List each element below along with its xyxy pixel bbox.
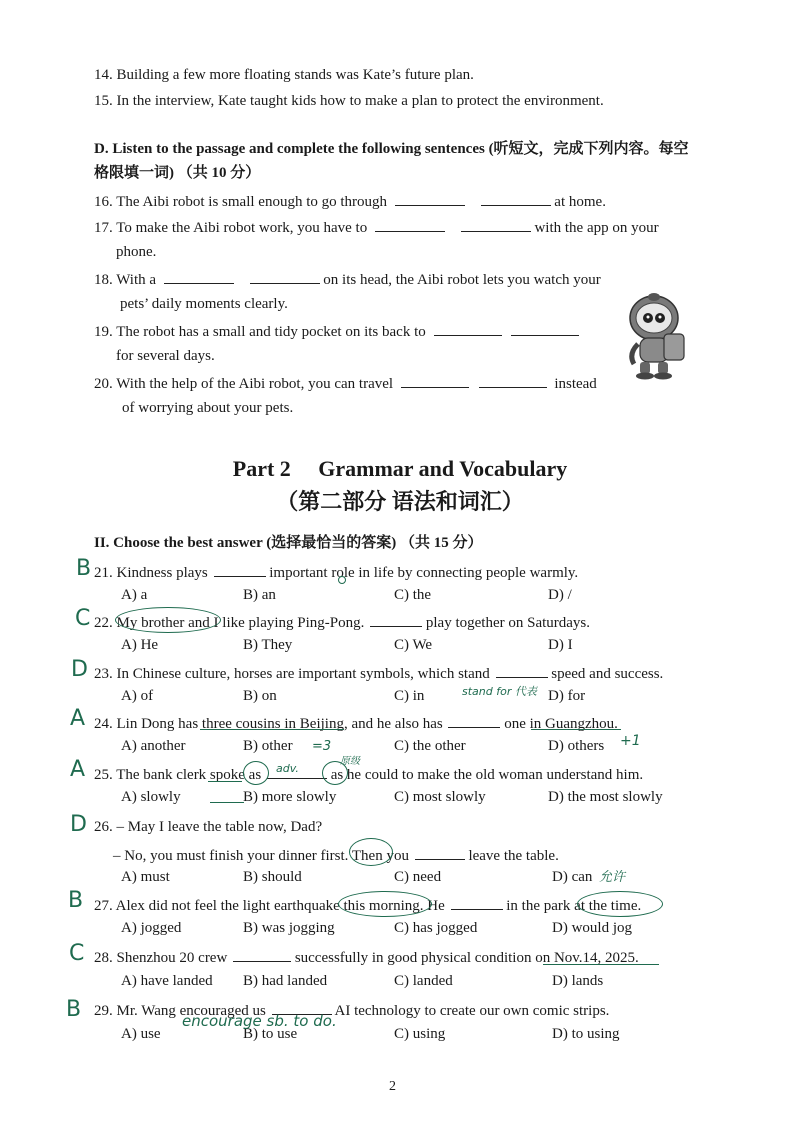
page-number: 2: [389, 1079, 396, 1094]
q28-option-d[interactable]: D) lands: [552, 973, 604, 989]
ink-underline-slowly: [210, 802, 244, 803]
note-q25-adv: adv.: [276, 762, 299, 775]
q27-blank[interactable]: [451, 895, 503, 910]
question-20: [94, 373, 597, 393]
q28-stem-end: successfully in good physical condition on Nov.14, 2025.: [294, 950, 639, 966]
note-q25-base-form: 原级: [340, 756, 360, 767]
q17-blank-2[interactable]: [461, 217, 531, 232]
q25-option-c[interactable]: C) most slowly: [394, 789, 486, 805]
question-26-reply: [113, 845, 559, 865]
q25-option-a[interactable]: A) slowly: [121, 789, 181, 805]
q24-blank[interactable]: [448, 713, 500, 728]
question-16: [94, 191, 606, 211]
q17-text-end: with the app on your: [534, 220, 659, 236]
q27-option-a[interactable]: A) jogged: [121, 920, 182, 936]
q24-stem-end: one in Guangzhou.: [504, 716, 618, 732]
q18-blank-1[interactable]: [164, 269, 234, 284]
ink-circle-at-the-time: [577, 891, 663, 917]
q29-option-b[interactable]: B) to use: [243, 1026, 298, 1042]
q25-stem: 25. The bank clerk spoke as: [94, 767, 262, 783]
q24-option-c[interactable]: C) the other: [394, 738, 466, 754]
question-25: [94, 764, 643, 784]
q18-continuation: pets’ daily moments clearly.: [120, 296, 288, 312]
q29-stem: 29. Mr. Wang encouraged us: [94, 1003, 266, 1019]
q28-stem: 28. Shenzhou 20 crew: [94, 950, 228, 966]
answer-25-mark: A: [70, 757, 86, 782]
q17-text: 17. To make the Aibi robot work, you have to: [94, 220, 368, 236]
answer-29-mark: B: [66, 997, 82, 1022]
q20-text: 20. With the help of the Aibi robot, you can travel: [94, 376, 394, 392]
q23-blank[interactable]: [496, 663, 548, 678]
question-29: [94, 1000, 609, 1020]
answer-21-mark: B: [76, 556, 92, 581]
q16-text: 16. The Aibi robot is small enough to go through: [94, 194, 388, 210]
answer-26-mark: D: [70, 812, 87, 837]
q17-blank-1[interactable]: [375, 217, 445, 232]
q21-stem: 21. Kindness plays: [94, 565, 208, 581]
q19-text: 19. The robot has a small and tidy pocket on its back to: [94, 324, 426, 340]
q20-blank-2[interactable]: [479, 373, 547, 388]
ink-mark-small-circle: [338, 576, 346, 584]
q23-option-c[interactable]: C) in: [394, 688, 425, 704]
q22-option-d[interactable]: D) I: [548, 637, 573, 653]
q26-blank[interactable]: [415, 845, 465, 860]
part2-title: Part 2 Grammar and Vocabulary: [232, 456, 568, 481]
q24-option-b[interactable]: B) other: [243, 738, 293, 754]
q19-blank-2[interactable]: [511, 321, 579, 336]
question-26: 26. – May I leave the table now, Dad?: [94, 819, 323, 835]
q21-option-a[interactable]: A) a: [121, 587, 148, 603]
ink-underline-guangzhou: [531, 729, 621, 730]
q27-stem-end: in the park at the time.: [506, 898, 642, 914]
q29-stem-end: AI technology to create our own comic strips.: [334, 1003, 610, 1019]
q23-stem: 23. In Chinese culture, horses are important symbols, which stand: [94, 666, 490, 682]
q28-blank[interactable]: [233, 947, 291, 962]
q28-option-b[interactable]: B) had landed: [243, 973, 328, 989]
q26-stem-end: leave the table.: [468, 848, 559, 864]
answer-27-mark: B: [68, 888, 84, 913]
ink-circle-then: [349, 838, 393, 866]
q25-option-d[interactable]: D) the most slowly: [548, 789, 663, 805]
question-24: [94, 713, 618, 733]
q17-continuation: phone.: [116, 244, 157, 260]
q27-option-b[interactable]: B) was jogging: [243, 920, 335, 936]
q23-option-a[interactable]: A) of: [121, 688, 154, 704]
q26-option-d[interactable]: D) can: [552, 869, 593, 885]
ink-circle-as-1: [243, 761, 269, 785]
question-17: [94, 217, 659, 237]
question-18: [94, 269, 601, 289]
note-q26: 允许: [599, 870, 626, 885]
question-19: [94, 321, 579, 341]
q25-option-b[interactable]: B) more slowly: [243, 789, 337, 805]
ink-underline-three-cousins: [200, 729, 344, 730]
q22-option-a[interactable]: A) He: [121, 637, 159, 653]
q29-option-d[interactable]: D) to using: [552, 1026, 620, 1042]
q22-stem: 22. My brother and I like playing Ping-Pong.: [94, 615, 365, 631]
q16-text-end: at home.: [554, 194, 606, 210]
q20-continuation: of worrying about your pets.: [122, 400, 294, 416]
question-23: [94, 663, 663, 683]
q21-blank[interactable]: [214, 562, 266, 577]
q19-continuation: for several days.: [116, 348, 215, 364]
q26-option-b[interactable]: B) should: [243, 869, 302, 885]
q28-option-c[interactable]: C) landed: [394, 973, 453, 989]
section-ii-title: II. Choose the best answer (选择最恰当的答案) （共 15 分）: [94, 535, 483, 551]
q22-stem-end: play together on Saturdays.: [425, 615, 591, 631]
question-21: [94, 562, 578, 582]
q21-option-c[interactable]: C) the: [394, 587, 432, 603]
note-q29: encourage sb. to do.: [182, 1012, 337, 1030]
ink-circle-my-brother-and-i: [115, 607, 221, 633]
section-d-title: D. Listen to the passage and complete the following sentences (听短文，完成下列内容。每空: [94, 141, 689, 157]
q27-stem: 27. Alex did not feel the light earthquake this morning. He: [94, 898, 445, 914]
q27-option-c[interactable]: C) has jogged: [394, 920, 478, 936]
question-15: 15. In the interview, Kate taught kids how to make a plan to protect the environment.: [94, 93, 604, 109]
q24-option-a[interactable]: A) another: [121, 738, 186, 754]
q20-text-end: instead: [554, 376, 597, 392]
answer-24-mark: A: [70, 706, 86, 731]
answer-22-mark: C: [75, 606, 91, 631]
q22-blank[interactable]: [370, 612, 422, 627]
note-q24-equals: =3: [312, 739, 332, 754]
q21-option-b[interactable]: B) an: [243, 587, 276, 603]
robot-illustration: [618, 292, 690, 380]
q24-option-d[interactable]: D) others: [548, 738, 605, 754]
q23-stem-end: speed and success.: [551, 666, 664, 682]
ink-underline-spoke: [208, 781, 242, 782]
answer-23-mark: D: [71, 657, 88, 682]
q21-stem-end: important role in life by connecting people warmly.: [269, 565, 579, 581]
note-q23: stand for 代表: [462, 685, 537, 698]
note-q24-plus: +1: [620, 733, 641, 749]
q20-blank-1[interactable]: [401, 373, 469, 388]
q26-option-a[interactable]: A) must: [121, 869, 170, 885]
question-14: 14. Building a few more floating stands was Kate’s future plan.: [94, 67, 474, 83]
q29-option-a[interactable]: A) use: [121, 1026, 161, 1042]
q27-option-d[interactable]: D) would jog: [552, 920, 632, 936]
q18-text-end: on its head, the Aibi robot lets you watch your: [323, 272, 601, 288]
q21-option-d[interactable]: D) /: [548, 587, 572, 603]
ink-circle-this-morning: [338, 891, 432, 917]
q18-text: 18. With a: [94, 272, 157, 288]
q16-blank-1[interactable]: [395, 191, 465, 206]
part2-subtitle: （第二部分 语法和词汇）: [276, 489, 524, 514]
q26-option-c[interactable]: C) need: [394, 869, 442, 885]
answer-28-mark: C: [69, 941, 85, 966]
q22-option-c[interactable]: C) We: [394, 637, 433, 653]
q23-option-b[interactable]: B) on: [243, 688, 277, 704]
q16-blank-2[interactable]: [481, 191, 551, 206]
q25-stem-end: as he could to make the old woman understand him.: [330, 767, 644, 783]
q26-stem: – No, you must finish your dinner first. Then you: [113, 848, 409, 864]
q22-option-b[interactable]: B) They: [243, 637, 293, 653]
q18-blank-2[interactable]: [250, 269, 320, 284]
q19-blank-1[interactable]: [434, 321, 502, 336]
section-d-title-line2: 格限填一词) （共 10 分）: [94, 165, 261, 181]
ink-underline-date: [543, 964, 659, 965]
q23-option-d[interactable]: D) for: [548, 688, 586, 704]
q24-stem: 24. Lin Dong has three cousins in Beijing, and he also has: [94, 716, 443, 732]
q29-option-c[interactable]: C) using: [394, 1026, 446, 1042]
ink-circle-as-2: [322, 761, 348, 785]
q28-option-a[interactable]: A) have landed: [121, 973, 213, 989]
